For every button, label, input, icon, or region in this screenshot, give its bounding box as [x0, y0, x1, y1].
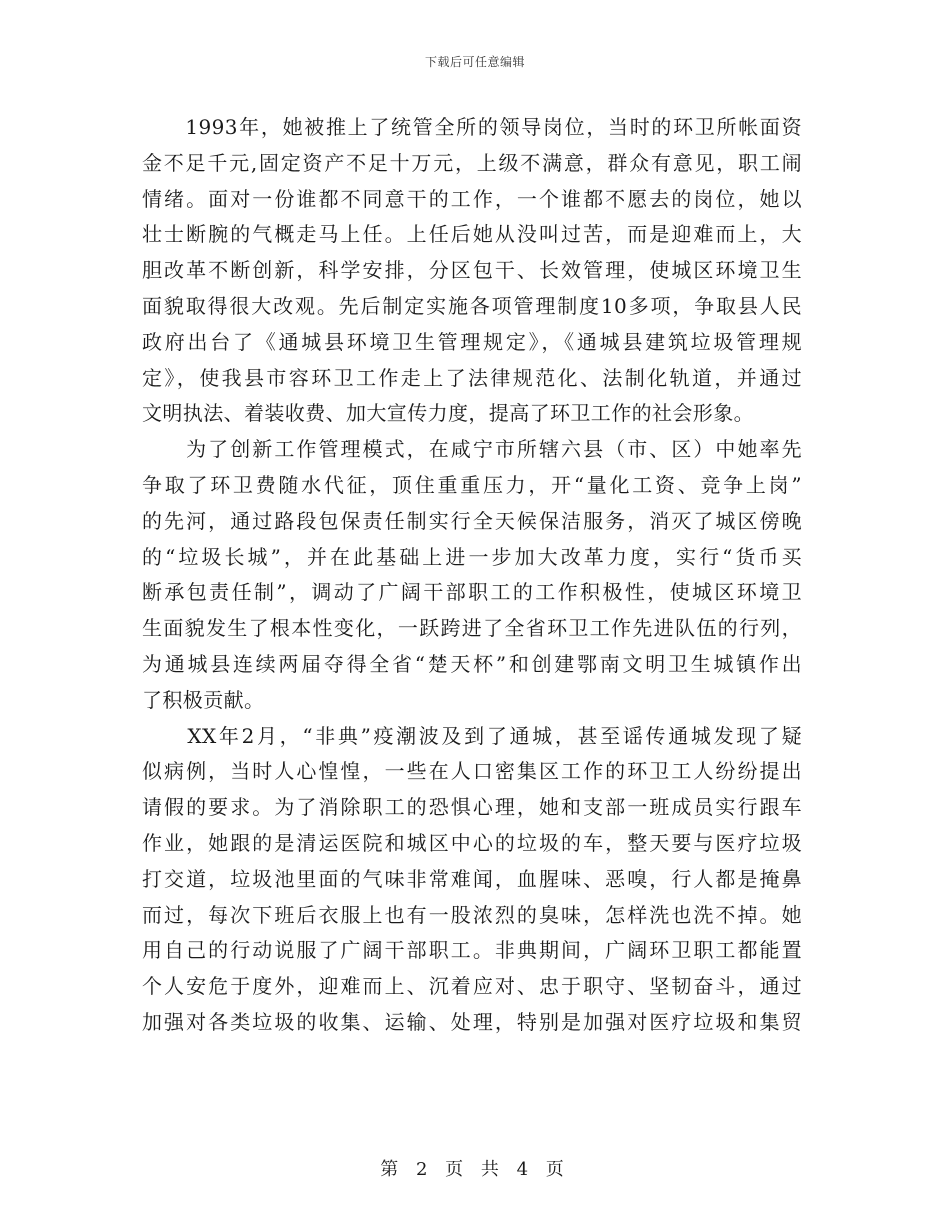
text-line: 加强对各类垃圾的收集、运输、处理，特别是加强对医疗垃圾和集贸: [142, 1009, 802, 1034]
text-line: 1993年，她被推上了统管全所的领导岗位，当时的环卫所帐面资: [142, 115, 802, 139]
text-line: 而过，每次下班后衣服上也有一股浓烈的臭味，怎样洗也洗不掉。她: [142, 902, 802, 927]
text-line: 个人安危于度外，迎难而上、沉着应对、忠于职守、坚韧奋斗，通过: [142, 974, 802, 999]
text-line: 壮士断腕的气概走马上任。上任后她从没叫过苦，而是迎难而上，大: [142, 222, 802, 247]
text-line: 情绪。面对一份谁都不同意干的工作，一个谁都不愿去的岗位，她以: [142, 186, 802, 211]
text-line: 争取了环卫费随水代征，顶住重重压力，开“量化工资、竞争上岗”: [142, 472, 802, 497]
text-line: 金不足千元,固定资产不足十万元，上级不满意，群众有意见，职工闹: [142, 150, 802, 175]
page-header: 下载后可任意编辑: [424, 55, 525, 69]
text-line: 的先河，通过路段包保责任制实行全天候保洁服务，消灭了城区傍晚: [142, 508, 802, 533]
text-line: 生面貌发生了根本性变化，一跃跨进了全省环卫工作先进队伍的行列，: [142, 616, 802, 641]
page-footer: 第 2 页 共 4 页: [380, 1159, 570, 1180]
text-line: 请假的要求。为了消除职工的恐惧心理，她和支部一班成员实行跟车: [142, 795, 802, 820]
paragraph-2: [142, 432, 802, 718]
text-line: 打交道，垃圾池里面的气味非常难闻，血腥味、恶嗅，行人都是掩鼻: [142, 866, 802, 891]
paragraph-3: [142, 719, 802, 1041]
text-line: 文明执法、着装收费、加大宣传力度，提高了环卫工作的社会形象。: [142, 401, 754, 426]
text-line: 作业，她跟的是清运医院和城区中心的垃圾的车，整天要与医疗垃圾: [142, 830, 802, 855]
text-line: XX年2月，“非典”疫潮波及到了通城，甚至谣传通城发现了疑: [142, 723, 802, 748]
text-line: 断承包责任制”，调动了广阔干部职工的工作积极性，使城区环境卫: [142, 580, 802, 605]
text-line: 似病例，当时人心惶惶，一些在人口密集区工作的环卫工人纷纷提出: [142, 759, 802, 784]
text-line: 定》，使我县市容环卫工作走上了法律规范化、法制化轨道，并通过: [142, 365, 802, 390]
text-line: 面貌取得很大改观。先后制定实施各项管理制度10多项，争取县人民: [142, 293, 802, 318]
text-line: 为了创新工作管理模式，在咸宁市所辖六县（市、区）中她率先: [142, 437, 802, 462]
text-line: 胆改革不断创新，科学安排，分区包干、长效管理，使城区环境卫生: [142, 258, 802, 283]
text-line: 为通城县连续两届夺得全省“楚天杯”和创建鄂南文明卫生城镇作出: [142, 651, 802, 676]
text-line: 的“垃圾长城”，并在此基础上进一步加大改革力度，实行“货币买: [142, 544, 802, 569]
text-line: 政府出台了《通城县环境卫生管理规定》，《通城县建筑垃圾管理规: [142, 329, 802, 354]
text-line: 了积极贡献。: [142, 687, 265, 712]
document-body: [142, 110, 802, 1041]
paragraph-1: [142, 110, 802, 432]
text-line: 用自己的行动说服了广阔干部职工。非典期间，广阔环卫职工都能置: [142, 938, 802, 963]
